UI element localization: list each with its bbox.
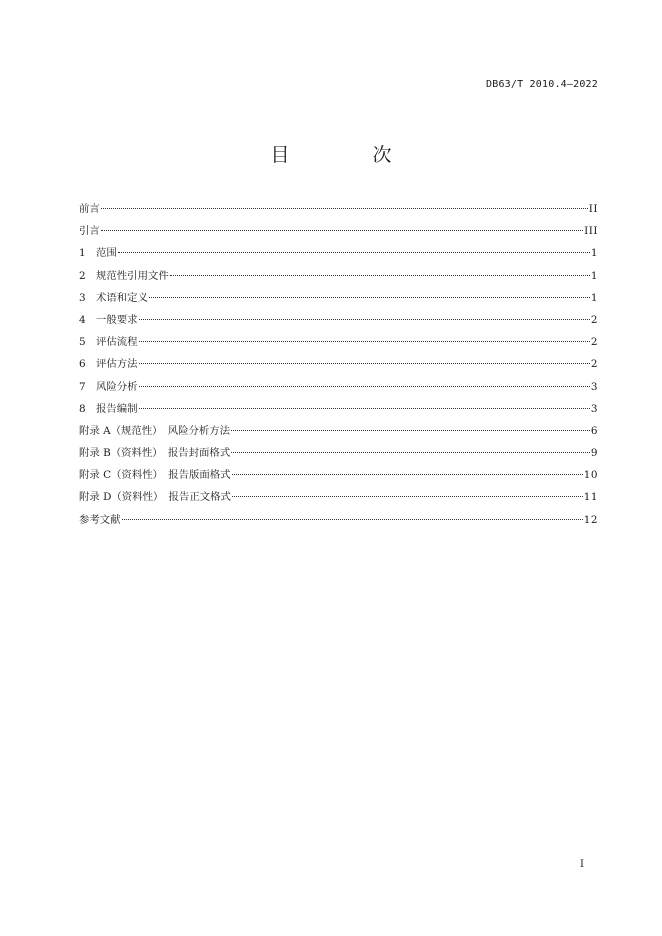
toc-entry-label: 4 一般要求	[79, 313, 138, 326]
table-of-contents	[79, 201, 598, 534]
toc-entry-label: 5 评估流程	[79, 336, 138, 349]
toc-entry-label: 前言	[79, 203, 100, 215]
toc-entry-appendix-c[interactable]	[79, 467, 598, 489]
dot-leader	[118, 252, 590, 253]
toc-entry-page: 1	[590, 291, 598, 304]
toc-entry-page: 9	[590, 447, 598, 460]
toc-entry-label: 附录 B（资料性） 报告封面格式	[79, 447, 231, 460]
toc-entry-scope[interactable]	[79, 245, 598, 267]
toc-entry-terms[interactable]	[79, 290, 598, 312]
toc-entry-page: 3	[590, 380, 598, 393]
toc-entry-label: 引言	[79, 225, 100, 238]
toc-entry-page: 6	[590, 424, 598, 437]
toc-entry-label: 6 评估方法	[79, 358, 138, 371]
toc-entry-page: 2	[590, 358, 598, 371]
toc-entry-assessment-methods[interactable]	[79, 356, 598, 378]
toc-entry-label: 3 术语和定义	[79, 291, 148, 304]
toc-entry-introduction[interactable]	[79, 223, 598, 245]
toc-entry-label: 7 风险分析	[79, 380, 138, 393]
dot-leader	[101, 208, 588, 209]
dot-leader	[139, 319, 590, 320]
dot-leader	[231, 430, 590, 431]
toc-entry-page: 2	[590, 336, 598, 349]
dot-leader	[101, 230, 583, 231]
page-title: 目 次	[270, 144, 424, 166]
dot-leader	[139, 408, 590, 409]
toc-entry-label: 8 报告编制	[79, 402, 138, 415]
dot-leader	[149, 297, 590, 298]
toc-entry-page: 11	[583, 491, 598, 504]
toc-entry-appendix-a[interactable]	[79, 423, 598, 445]
toc-entry-page: 1	[590, 247, 598, 260]
dot-leader	[232, 474, 583, 475]
dot-leader	[231, 452, 590, 453]
dot-leader	[122, 519, 583, 520]
toc-entry-normative-references[interactable]	[79, 268, 598, 290]
dot-leader	[232, 496, 583, 497]
toc-entry-risk-analysis[interactable]	[79, 379, 598, 401]
toc-entry-page: 1	[590, 269, 598, 282]
toc-entry-label: 1 范围	[79, 247, 117, 260]
toc-entry-page: II	[588, 203, 598, 215]
dot-leader	[139, 363, 590, 364]
toc-entry-label: 参考文献	[79, 513, 121, 526]
dot-leader	[139, 341, 590, 342]
toc-entry-label: 附录 C（资料性） 报告版面格式	[79, 469, 231, 482]
toc-entry-label: 附录 D（资料性） 报告正文格式	[79, 491, 231, 504]
toc-entry-label: 2 规范性引用文件	[79, 269, 169, 282]
toc-entry-appendix-d[interactable]	[79, 489, 598, 511]
toc-entry-assessment-process[interactable]	[79, 334, 598, 356]
toc-entry-label: 附录 A（规范性） 风险分析方法	[79, 424, 231, 437]
toc-entry-foreword[interactable]	[79, 201, 598, 223]
dot-leader	[139, 386, 590, 387]
page-number: I	[580, 859, 584, 870]
dot-leader	[170, 275, 590, 276]
toc-entry-report-preparation[interactable]	[79, 401, 598, 423]
toc-entry-page: 3	[590, 402, 598, 415]
toc-entry-page: III	[584, 225, 598, 238]
standard-code: DB63/T 2010.4—2022	[486, 79, 598, 90]
toc-entry-page: 12	[583, 513, 598, 526]
toc-entry-bibliography[interactable]	[79, 512, 598, 534]
toc-entry-appendix-b[interactable]	[79, 445, 598, 467]
toc-entry-general-requirements[interactable]	[79, 312, 598, 334]
toc-entry-page: 10	[583, 469, 598, 482]
toc-entry-page: 2	[590, 313, 598, 326]
